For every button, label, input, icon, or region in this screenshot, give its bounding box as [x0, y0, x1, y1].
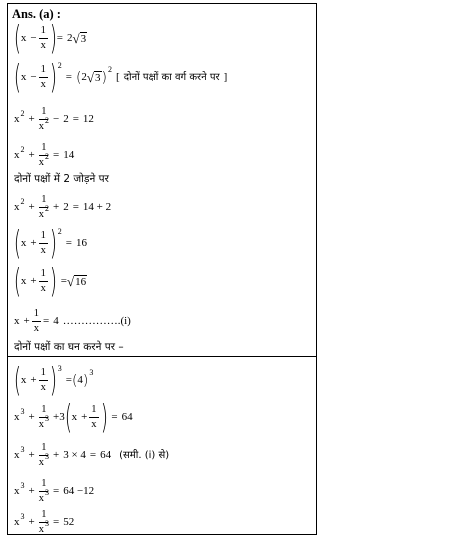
step-3: x 2 + $\frac{1}{x^2}$ − 2 = 12	[14, 106, 94, 133]
equation-tag: (i)	[120, 315, 131, 328]
step-11: ( x + $\frac{1}{x}$ ) 3 = ( 4 ) 3	[13, 360, 94, 400]
square-note: दोनों पक्षों का वर्ग करने पर	[123, 71, 220, 83]
step-2: ( x − $\frac{1}{x}$ ) 2 = ( 2 √ 3 ) 2 [ दोनों पक्षों का वर्ग करने पर ]	[13, 57, 228, 97]
fraction: $\frac{1}{x}$	[33, 308, 39, 335]
step-7: ( x + $\frac{1}{x}$ ) 2 = 16	[13, 223, 87, 263]
add-two-note: दोनों पक्षों में 2 जोड़ने पर	[14, 173, 109, 185]
fraction: $\frac{1}{x}$	[40, 64, 46, 91]
solution-box	[7, 3, 317, 535]
fraction: $\frac{1}{x}$	[40, 367, 46, 394]
step-8: ( x + $\frac{1}{x}$ ) = √ 16	[13, 261, 87, 301]
step-9: x + $\frac{1}{x}$ = 4 ……………. (i)	[14, 308, 131, 335]
step-1: ( x − $\frac{1}{x}$ ) = 2 √ 3	[13, 18, 87, 58]
fraction: $\frac{1}{x^2}$	[38, 106, 49, 133]
fraction: $\frac{1}{x^3}$	[38, 509, 49, 536]
fraction: $\frac{1}{x^3}$	[38, 404, 49, 431]
step-14: x 3 + $\frac{1}{x^3}$ = 64 −12	[14, 478, 95, 505]
step-12: x 3 + $\frac{1}{x^3}$ + 3 ( x + $\frac{1}{x}$ ) = 64	[14, 397, 133, 437]
fraction: $\frac{1}{x^3}$	[38, 478, 49, 505]
sqrt: √ 3	[86, 70, 101, 86]
fraction: $\frac{1}{x}$	[40, 268, 46, 295]
step-15: x 3 + $\frac{1}{x^3}$ = 52	[14, 509, 75, 536]
sqrt: √ 3	[72, 31, 87, 47]
sqrt: √ 16	[66, 274, 87, 290]
fraction: $\frac{1}{x}$	[91, 404, 97, 431]
fraction: $\frac{1}{x^2}$	[38, 194, 49, 221]
equation-ref-note: (समी. (i) से)	[119, 449, 170, 461]
fraction: $\frac{1}{x}$	[40, 25, 46, 52]
fraction: $\frac{1}{x^3}$	[38, 442, 49, 469]
fraction: $\frac{1}{x}$	[40, 230, 46, 257]
section-divider	[8, 356, 316, 357]
step-6: x 2 + $\frac{1}{x^2}$ + 2 = 14 + 2	[14, 194, 112, 221]
cube-note: दोनों पक्षों का घन करने पर –	[14, 341, 124, 353]
fraction: $\frac{1}{x^2}$	[38, 142, 49, 169]
step-13: x 3 + $\frac{1}{x^3}$ + 3 × 4 = 64 (समी. (i) से)	[14, 442, 170, 469]
step-4: x 2 + $\frac{1}{x^2}$ = 14	[14, 142, 75, 169]
answer-heading: Ans. (a) :	[12, 7, 61, 21]
